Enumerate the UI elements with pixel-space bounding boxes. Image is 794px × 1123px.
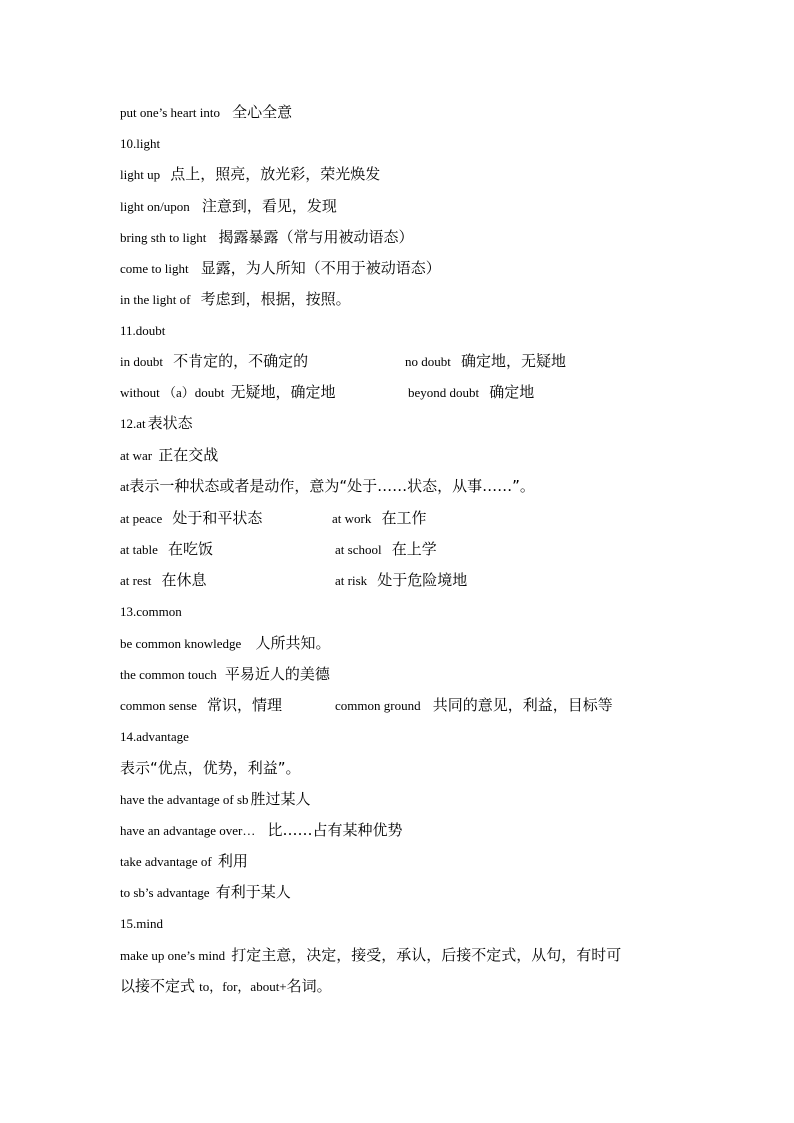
heading-en: 12.at xyxy=(120,416,146,431)
phrase-en: at school xyxy=(335,542,382,557)
section-heading: 13.common xyxy=(120,604,182,619)
section-heading: 14.advantage xyxy=(120,729,189,744)
phrase-zh: 在吃饭 xyxy=(168,540,214,558)
phrase-en: at table xyxy=(120,542,158,557)
phrase-zh: 注意到，看见，发现 xyxy=(201,197,337,215)
phrase-en: in the light of xyxy=(120,292,191,307)
phrase-col2 xyxy=(332,508,427,530)
phrase-zh: 以接不定式 xyxy=(120,977,196,995)
phrase-en: take advantage of xyxy=(120,854,212,869)
section-heading: 11.doubt xyxy=(120,323,166,338)
phrase-line xyxy=(120,851,248,873)
phrase-zh: 名词。 xyxy=(286,977,332,995)
phrase-en: at peace xyxy=(120,511,163,526)
phrase-line xyxy=(120,976,332,998)
phrase-line xyxy=(120,695,613,717)
phrase-col2 xyxy=(335,539,437,561)
phrase-line xyxy=(120,539,437,561)
phrase-line xyxy=(120,445,218,467)
phrase-line xyxy=(120,758,301,780)
phrase-en: in doubt xyxy=(120,354,163,369)
phrase-zh: 共同的意见，利益，目标等 xyxy=(432,696,613,714)
phrase-zh: 平易近人的美德 xyxy=(224,665,330,683)
phrase-zh: 打定主意，决定，接受，承认，后接不定式，从句，有时可 xyxy=(231,946,622,964)
phrase-zh: 胜过某人 xyxy=(250,790,311,808)
phrase-zh: 表示“优点，优势，利益”。 xyxy=(120,759,301,777)
phrase-line xyxy=(120,227,413,249)
phrase-zh: 不肯定的，不确定的 xyxy=(173,352,309,370)
phrase-en: light up xyxy=(120,167,161,182)
phrase-zh: 处于和平状态 xyxy=(172,509,263,527)
phrase-line xyxy=(120,945,621,967)
phrase-en: common ground xyxy=(335,698,421,713)
phrase-zh: 利用 xyxy=(217,852,248,870)
phrase-col2 xyxy=(335,570,467,592)
phrase-en: beyond doubt xyxy=(408,385,480,400)
phrase-en: make up one’s mind xyxy=(120,948,226,963)
phrase-en: light on/upon xyxy=(120,199,190,214)
phrase-zh: 考虑到，根据，按照。 xyxy=(200,290,351,308)
phrase-zh: 在上学 xyxy=(391,540,437,558)
phrase-zh: 全心全意 xyxy=(232,103,293,121)
phrase-line xyxy=(120,633,330,655)
phrase-en: at war xyxy=(120,448,153,463)
phrase-line xyxy=(120,882,291,904)
phrase-en: at rest xyxy=(120,573,152,588)
phrase-en: come to light xyxy=(120,261,189,276)
phrase-en: bring sth to light xyxy=(120,230,207,245)
phrase-zh: 比……占有某种优势 xyxy=(267,821,403,839)
phrase-zh: 人所共知。 xyxy=(255,634,331,652)
phrase-line xyxy=(120,102,292,124)
phrase-en: at work xyxy=(332,511,372,526)
phrase-zh: 处于危险境地 xyxy=(377,571,468,589)
phrase-col2 xyxy=(335,695,613,717)
phrase-col2 xyxy=(408,382,534,404)
phrase-line xyxy=(120,196,337,218)
phrase-en: the common touch xyxy=(120,667,217,682)
section-heading: 15.mind xyxy=(120,916,163,931)
phrase-en: no doubt xyxy=(405,354,451,369)
phrase-zh: 显露，为人所知（不用于被动语态） xyxy=(200,259,441,277)
phrase-en: have the advantage of sb xyxy=(120,792,249,807)
phrase-zh: 正在交战 xyxy=(158,446,219,464)
phrase-en: put one’s heart into xyxy=(120,105,221,120)
phrase-zh: 在休息 xyxy=(161,571,207,589)
phrase-zh: 表示一种状态或者是动作，意为“处于……状态，从事……”。 xyxy=(129,477,535,495)
phrase-zh: 在工作 xyxy=(381,509,427,527)
phrase-line xyxy=(120,164,380,186)
phrase-line xyxy=(120,789,311,811)
phrase-zh: 常识，情理 xyxy=(207,696,283,714)
phrase-line xyxy=(120,508,427,530)
phrase-en: to，for，about+ xyxy=(199,979,287,994)
phrase-en: at xyxy=(120,479,130,494)
phrase-line xyxy=(120,382,535,404)
phrase-line xyxy=(120,351,567,373)
phrase-line xyxy=(120,820,403,842)
phrase-line xyxy=(120,258,441,280)
phrase-line xyxy=(120,664,330,686)
phrase-zh: 点上，照亮，放光彩，荣光焕发 xyxy=(170,165,381,183)
phrase-en: without （a）doubt xyxy=(120,385,225,400)
phrase-zh: 无疑地，确定地 xyxy=(230,383,336,401)
phrase-zh: 揭露暴露（常与用被动语态） xyxy=(218,228,414,246)
phrase-en: be common knowledge xyxy=(120,636,242,651)
phrase-line xyxy=(120,289,351,311)
phrase-line xyxy=(120,476,535,498)
phrase-zh: 确定地 xyxy=(489,383,535,401)
phrase-en: have an advantage over… xyxy=(120,823,256,838)
phrase-line xyxy=(120,570,468,592)
section-heading: 10.light xyxy=(120,136,161,151)
heading-zh: 表状态 xyxy=(147,414,193,432)
phrase-zh: 确定地，无疑地 xyxy=(461,352,567,370)
phrase-col2 xyxy=(405,351,566,373)
phrase-en: at risk xyxy=(335,573,368,588)
phrase-zh: 有利于某人 xyxy=(215,883,291,901)
phrase-en: to sb’s advantage xyxy=(120,885,210,900)
section-heading xyxy=(120,413,193,435)
phrase-en: common sense xyxy=(120,698,197,713)
